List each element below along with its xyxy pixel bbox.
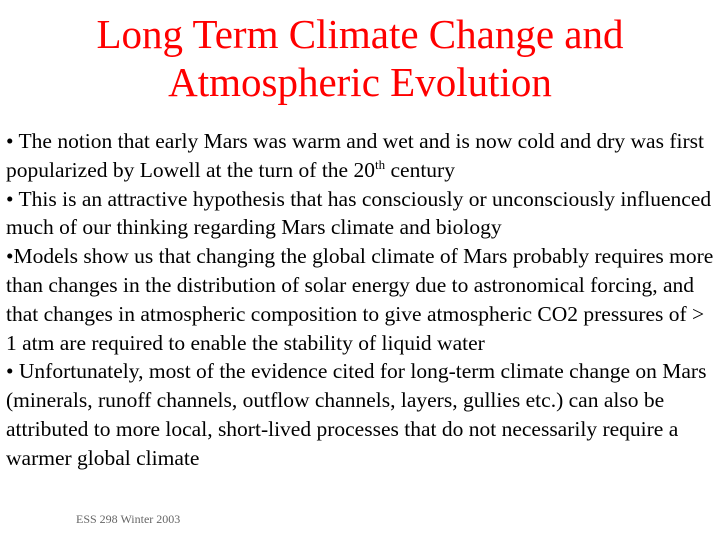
- bullet-item-lowell: [6, 127, 714, 185]
- bullet-item-hypothesis: • This is an attractive hypothesis that has consciously or unconsciously influenced much of our thinking regarding Mars climate and biology: [6, 186, 712, 240]
- bullet-text: • The notion that early Mars was warm and wet and is now cold and dry was first popularized by Lowell at the turn of the 20: [6, 129, 704, 182]
- bullet-item-evidence: • Unfortunately, most of the evidence cited for long-term climate change on Mars (minerals, runoff channels, outflow channels, layers, gullies etc.) can also be attributed to more local, short-lived processes that do not necessarily require a warmer global climate: [6, 359, 707, 470]
- title-line-1: Long Term Climate Change and: [96, 11, 624, 57]
- bullet-list: [6, 127, 714, 473]
- slide-footer: ESS 298 Winter 2003: [76, 512, 181, 526]
- slide-title: [0, 10, 720, 106]
- bullet-text-end: century: [385, 157, 455, 182]
- bullet-item-models: •Models show us that changing the global climate of Mars probably requires more than changes in the distribution of solar energy due to astronomical forcing, and that changes in atmospheric composition to give atmospheric CO2 pressures of > 1 atm are required to enable the stability of liquid water: [6, 244, 714, 355]
- superscript-th: th: [374, 156, 386, 172]
- title-line-2: Atmospheric Evolution: [168, 59, 552, 105]
